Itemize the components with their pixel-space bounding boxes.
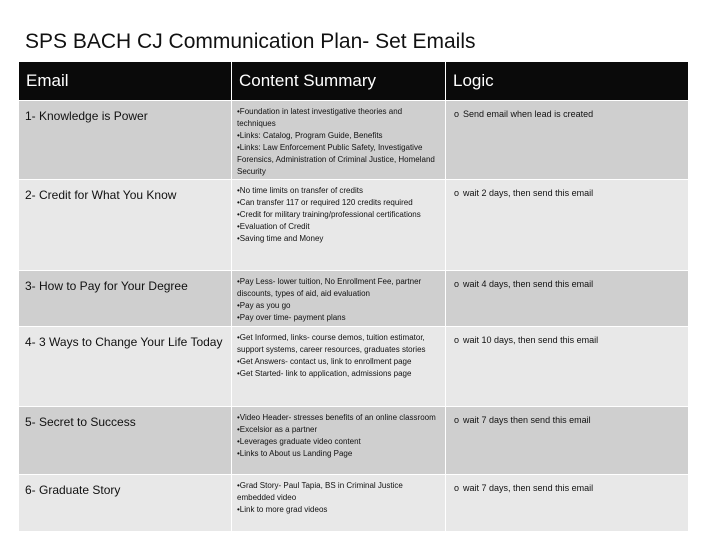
logic-rule xyxy=(446,475,688,531)
table-row xyxy=(19,180,688,271)
summary-line: •Saving time and Money xyxy=(237,234,324,243)
logic-text: wait 2 days, then send this email xyxy=(463,188,594,198)
summary-line: •Get Informed, links- course demos, tuition estimator, support systems, career resources, graduates stories xyxy=(237,333,426,354)
bullet-icon: o xyxy=(454,415,460,425)
summary-line: •Links: Law Enforcement Public Safety, Investigative Forensics, Administration of Criminal Justice, Homeland Security xyxy=(237,143,435,176)
table-row xyxy=(19,101,688,180)
summary-line: •Can transfer 117 or required 120 credits required xyxy=(237,198,413,207)
logic-text: wait 10 days, then send this email xyxy=(463,335,599,345)
table-row xyxy=(19,271,688,327)
logic-rule xyxy=(446,180,688,270)
content-summary xyxy=(232,327,446,406)
summary-line: •Evaluation of Credit xyxy=(237,222,310,231)
bullet-icon: o xyxy=(454,188,460,198)
logic-text: wait 4 days, then send this email xyxy=(463,279,594,289)
summary-line: •Foundation in latest investigative theories and techniques xyxy=(237,107,403,128)
logic-text: wait 7 days then send this email xyxy=(463,415,591,425)
header-content-summary: Content Summary xyxy=(232,62,446,100)
table-row xyxy=(19,327,688,407)
content-summary xyxy=(232,475,446,531)
summary-line: •Excelsior as a partner xyxy=(237,425,318,434)
summary-line: •Pay as you go xyxy=(237,301,291,310)
email-name: 4- 3 Ways to Change Your Life Today xyxy=(19,327,232,406)
email-name: 3- How to Pay for Your Degree xyxy=(19,271,232,326)
summary-line: •Pay over time- payment plans xyxy=(237,313,346,322)
summary-line: •Links: Catalog, Program Guide, Benefits xyxy=(237,131,383,140)
summary-line: •Leverages graduate video content xyxy=(237,437,361,446)
header-logic: Logic xyxy=(453,71,494,90)
content-summary xyxy=(232,101,446,179)
email-name: 2- Credit for What You Know xyxy=(19,180,232,270)
page-title: SPS BACH CJ Communication Plan- Set Emails xyxy=(25,30,476,53)
logic-rule xyxy=(446,327,688,406)
content-summary xyxy=(232,271,446,326)
communication-plan-table xyxy=(19,62,688,532)
summary-line: •Grad Story- Paul Tapia, BS in Criminal Justice embedded video xyxy=(237,481,403,502)
email-name: 5- Secret to Success xyxy=(19,407,232,474)
logic-text: Send email when lead is created xyxy=(463,109,594,119)
bullet-icon: o xyxy=(454,483,460,493)
logic-rule xyxy=(446,407,688,474)
logic-rule xyxy=(446,271,688,326)
logic-text: wait 7 days, then send this email xyxy=(463,483,594,493)
content-summary xyxy=(232,180,446,270)
summary-line: •Link to more grad videos xyxy=(237,505,328,514)
bullet-icon: o xyxy=(454,109,460,119)
table-row xyxy=(19,407,688,475)
summary-line: •Video Header- stresses benefits of an online classroom xyxy=(237,413,436,422)
summary-line: •Links to About us Landing Page xyxy=(237,449,353,458)
bullet-icon: o xyxy=(454,279,460,289)
summary-line: •Get Started- link to application, admissions page xyxy=(237,369,412,378)
summary-line: •Pay Less- lower tuition, No Enrollment Fee, partner discounts, types of aid, aid evaluation xyxy=(237,277,422,298)
table-header-row xyxy=(19,62,688,101)
logic-rule xyxy=(446,101,688,179)
bullet-icon: o xyxy=(454,335,460,345)
table-row xyxy=(19,475,688,532)
summary-line: •Credit for military training/professional certifications xyxy=(237,210,421,219)
summary-line: •No time limits on transfer of credits xyxy=(237,186,363,195)
content-summary xyxy=(232,407,446,474)
email-name: 1- Knowledge is Power xyxy=(19,101,232,179)
summary-line: •Get Answers- contact us, link to enrollment page xyxy=(237,357,412,366)
email-name: 6- Graduate Story xyxy=(19,475,232,531)
header-email: Email xyxy=(19,62,232,100)
